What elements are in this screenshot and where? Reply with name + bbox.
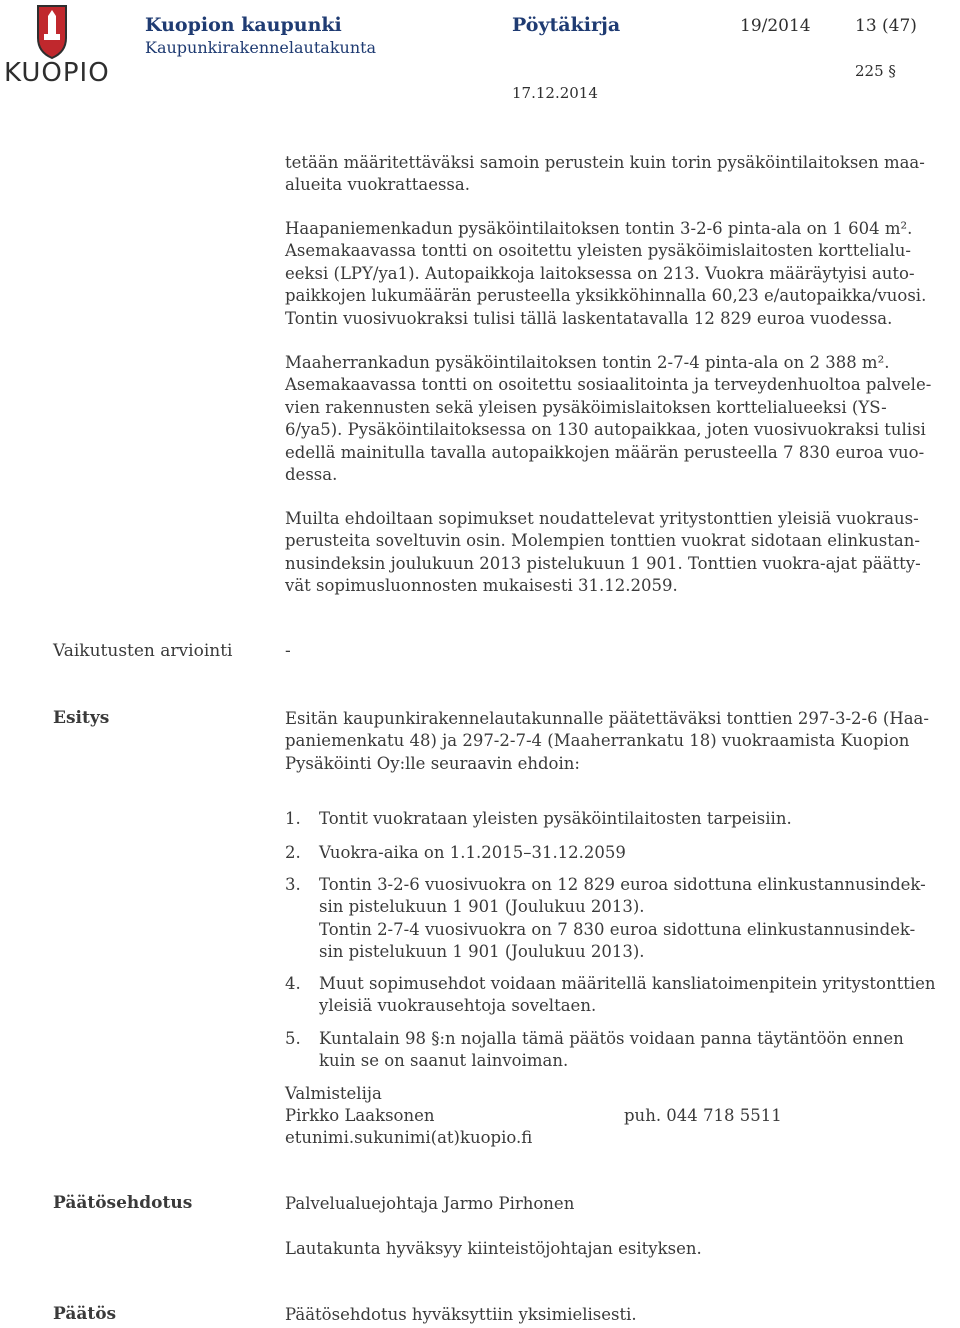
list-item-5: [285, 1028, 957, 1073]
kuopio-logo: [4, 2, 110, 98]
doc-number: 19/2014: [740, 16, 811, 36]
preparer-name: Pirkko Laaksonen: [285, 1106, 435, 1125]
preparer-email: etunimi.sukunimi(at)kuopio.fi: [285, 1128, 533, 1147]
doc-type: Pöytäkirja: [512, 14, 621, 36]
list-number: 1.: [285, 809, 301, 828]
esitys-text: Esitän kaupunkirakennelautakunnalle päätettäväksi tonttien 297-3-2-6 (Haa- paniemenkatu 48) ja 297-2-7-4 (Maaherrankatu 18) vuokraamista Kuopion Pysäköinti Oy:lle seuraavin ehdoin:: [285, 709, 929, 773]
paatos-label: Päätös: [53, 1304, 117, 1324]
esitys-label: Esitys: [53, 708, 110, 728]
list-item-2: [285, 842, 957, 864]
impact-label: Vaikutusten arviointi: [53, 641, 233, 661]
list-number: 5.: [285, 1029, 301, 1048]
page-number: 13 (47): [855, 16, 917, 36]
preparer-label: Valmistelija: [285, 1084, 382, 1103]
paragraph-1: tetään määritettäväksi samoin perustein kuin torin pysäköintilaitoksen maa- alueita vuokrattaessa.: [285, 153, 925, 195]
list-number: 2.: [285, 843, 301, 862]
paatosehdotus-line1: Palvelualuejohtaja Jarmo Pirhonen: [285, 1194, 575, 1213]
meeting-date: 17.12.2014: [512, 84, 598, 102]
list-number: 4.: [285, 974, 301, 993]
paragraph-4: Muilta ehdoiltaan sopimukset noudattelevat yritystonttien yleisiä vuokraus- perusteita soveltuvin osin. Molempien tonttien vuokrat sidotaan elinkustan- nusindeksin joulukuun 2013 pistelukuun 1 901. Tonttien vuokra-ajat päätty- vät sopimusluonnosten mukaisesti 31.12.2059.: [285, 509, 921, 596]
list-item-1: [285, 808, 957, 830]
paatosehdotus-line2: Lautakunta hyväksyy kiinteistöjohtajan esityksen.: [285, 1239, 702, 1258]
list-text: Kuntalain 98 §:n nojalla tämä päätös voidaan panna täytäntöön ennen kuin se on saanut lainvoiman.: [319, 1029, 904, 1071]
org-name: Kuopion kaupunki: [145, 14, 342, 36]
preparer-phone: puh. 044 718 5511: [624, 1106, 782, 1125]
list-number: 3.: [285, 875, 301, 894]
paragraph-2: Haapaniemenkadun pysäköintilaitoksen tontin 3-2-6 pinta-ala on 1 604 m². Asemakaavassa tontti on osoitettu yleisten pysäköimislaitosten korttelialu- eeksi (LPY/ya1). Autopaikkoja laitoksessa on 213. Vuokra määräytyisi auto- paikkojen lukumäärän perusteella yksikköhinnalla 60,23 e/autopaikka/vuosi. Tontin vuosivuokraksi tulisi tällä laskentatavalla 12 829 euroa vuodessa.: [285, 219, 927, 328]
paatos-text: Päätösehdotus hyväksyttiin yksimielisesti.: [285, 1305, 637, 1324]
paragraph-3: Maaherrankadun pysäköintilaitoksen tontin 2-7-4 pinta-ala on 2 388 m². Asemakaavassa tontti on osoitettu sosiaalitointa ja terveydenhuoltoa palvele- vien rakennusten sekä yleisen pysäköimislaitoksen korttelialueeksi (YS- 6/ya5). Pysäköintilaitoksessa on 130 autopaikkaa, joten vuosivuokraksi tulisi edellä mainitulla tavalla autopaikkojen määrän perusteella 7 830 euroa vuo- dessa.: [285, 353, 932, 485]
list-text: Vuokra-aika on 1.1.2015–31.12.2059: [319, 843, 626, 862]
board-name: Kaupunkirakennelautakunta: [145, 38, 377, 57]
impact-value: -: [285, 641, 291, 661]
coat-of-arms-icon: [4, 2, 100, 62]
list-item-3: [285, 874, 957, 964]
list-text: Tontin 3-2-6 vuosivuokra on 12 829 euroa sidottuna elinkustannusindek- sin pistelukuun 1 901 (Joulukuu 2013). Tontin 2-7-4 vuosivuokra on 7 830 euroa sidottuna elinkustannusindek- sin pistelukuun 1 901 (Joulukuu 2013).: [319, 875, 926, 962]
list-text: Muut sopimusehdot voidaan määritellä kansliatoimenpitein yritystonttien yleisiä vuokrausehtoja soveltaen.: [319, 974, 936, 1016]
logo-wordmark: KUOPIO: [4, 58, 110, 88]
paatosehdotus-label: Päätösehdotus: [53, 1193, 193, 1213]
section-number: 225 §: [855, 62, 896, 80]
list-text: Tontit vuokrataan yleisten pysäköintilaitosten tarpeisiin.: [319, 809, 792, 828]
list-item-4: [285, 973, 957, 1018]
